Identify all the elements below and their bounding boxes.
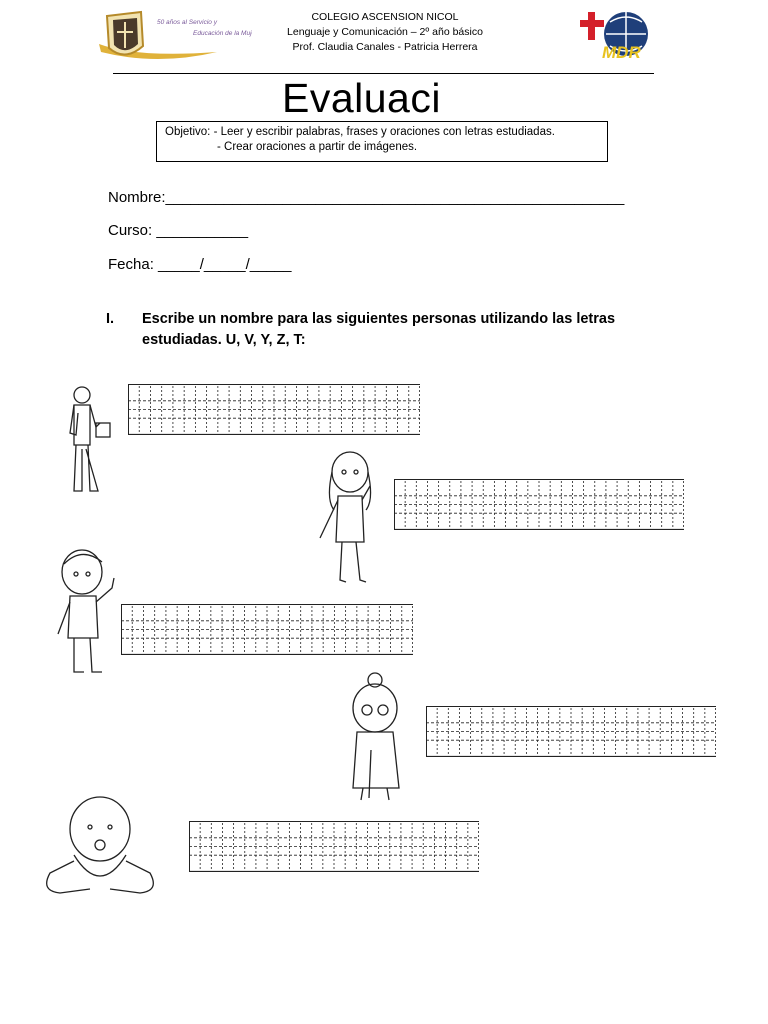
name-field[interactable]: Nombre:_______________________________________________________ bbox=[108, 189, 625, 206]
svg-text:Educación de la Mujer: Educación de la Mujer bbox=[193, 30, 252, 37]
course-field[interactable]: Curso: ___________ bbox=[108, 222, 249, 239]
svg-text:MDR: MDR bbox=[602, 43, 641, 62]
mdr-logo bbox=[580, 8, 658, 66]
girl-illustration bbox=[316, 450, 382, 595]
date-field[interactable]: Fecha: _____/_____/_____ bbox=[108, 256, 292, 273]
section-text: Escribe un nombre para las siguientes personas utilizando las letras estudiadas. U, V, Y, Z, T: bbox=[142, 311, 616, 348]
objective-line-1: Objetivo: - Leer y escribir palabras, frases y oraciones con letras estudiadas. bbox=[165, 126, 555, 138]
writing-lines-businessman[interactable] bbox=[128, 384, 420, 435]
boy-illustration bbox=[54, 548, 120, 683]
page-title: Evaluaci bbox=[282, 75, 441, 121]
objective-box bbox=[156, 121, 608, 162]
header-text bbox=[255, 10, 515, 55]
writing-lines-baby[interactable] bbox=[189, 821, 479, 872]
school-name: COLEGIO ASCENSION NICOL bbox=[311, 11, 459, 23]
writing-lines-boy[interactable] bbox=[121, 604, 413, 655]
svg-text:50 años al Servicio y: 50 años al Servicio y bbox=[157, 19, 217, 26]
grandmother-illustration bbox=[345, 670, 407, 809]
businessman-illustration bbox=[60, 383, 122, 500]
subject-line: Lenguaje y Comunicación – 2º año básico bbox=[287, 26, 483, 38]
teachers-line: Prof. Claudia Canales - Patricia Herrera bbox=[292, 41, 478, 53]
objective-line-2: - Crear oraciones a partir de imágenes. bbox=[217, 141, 418, 153]
writing-lines-grandmother[interactable] bbox=[426, 706, 716, 757]
section-number: I. bbox=[106, 311, 115, 327]
school-logo bbox=[97, 8, 252, 64]
baby-illustration bbox=[40, 793, 160, 902]
writing-lines-girl[interactable] bbox=[394, 479, 684, 530]
